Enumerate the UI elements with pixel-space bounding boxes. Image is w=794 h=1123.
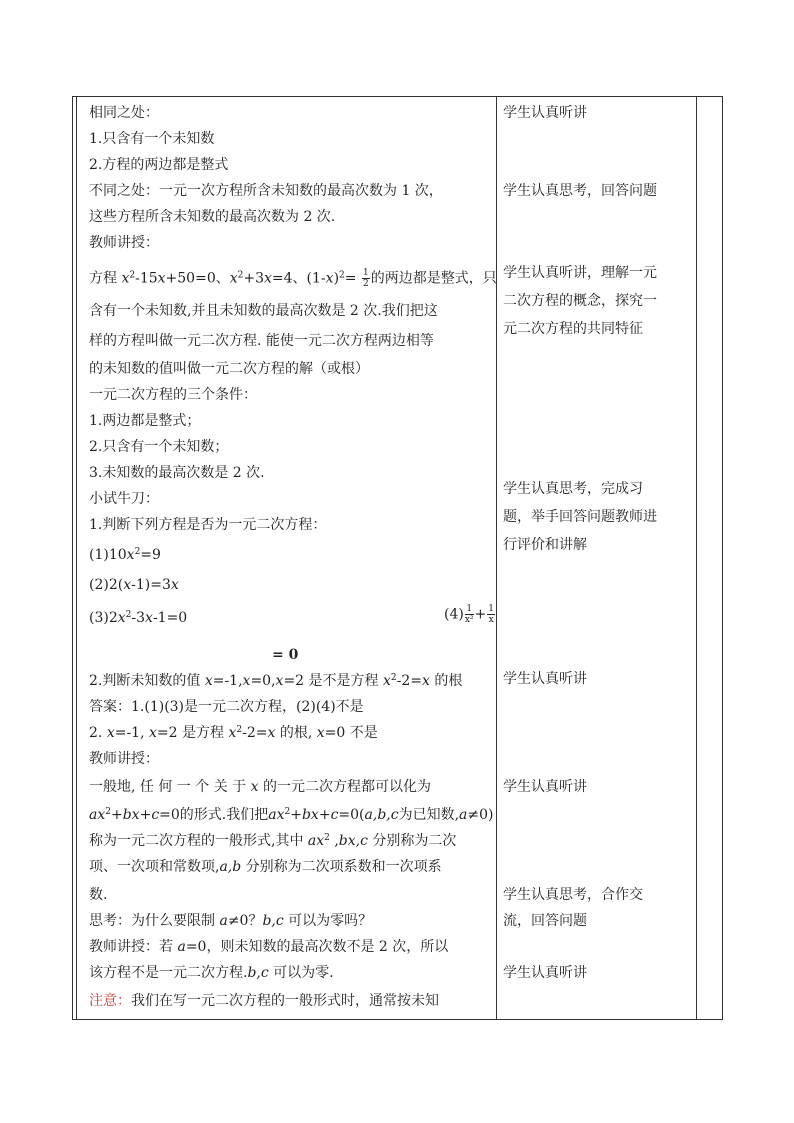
content-line: 教师讲授：若 a=0，则未知数的最高次数不是 2 次，所以 — [89, 939, 449, 955]
content-line: 项、一次项和常数项,a,b 分别称为二次项系数和一次项系 — [89, 859, 442, 875]
fraction-one-half: $\frac{1}{2}$ — [362, 268, 369, 289]
content-line: 2.判断未知数的值 x=-1,x=0,x=2 是不是方程 $x^2-2=x$ 的根 — [89, 673, 463, 689]
content-line: 的未知数的值叫做一元二次方程的解（或根） — [89, 361, 369, 377]
content-line: 称为一元二次方程的一般形式,其中 $ax^2$ ,bx,c 分别称为二次 — [89, 833, 457, 849]
lesson-table — [72, 96, 723, 1020]
content-line: 1.判断下列方程是否为一元二次方程： — [89, 517, 327, 533]
content-line: 教师讲授： — [89, 751, 159, 767]
content-line: 样的方程叫做一元二次方程. 能使一元二次方程两边相等 — [89, 333, 434, 349]
student-activity: 学生认真听讲 — [503, 105, 587, 121]
content-line-equations: 方程 $x^2-15x+50=0$、$x^2+3x=4$、$(1-x)^2=$ $\frac{1}{2}$ 的两边都是整式，只 — [89, 268, 497, 289]
content-line: 1.两边都是整式； — [89, 413, 201, 429]
student-activity: 学生认真听讲 — [503, 965, 587, 981]
content-line: 2.只含有一个未知数； — [89, 439, 229, 455]
content-line: $(3)2x^2-3x-1=0$ — [89, 610, 188, 626]
content-line: 不同之处：一元一次方程所含未知数的最高次数为 1 次， — [89, 183, 443, 199]
fraction-one-over-x: $\frac{1}{x}$ — [488, 604, 494, 625]
note-label: 注意 — [89, 993, 117, 1009]
content-line: 思考：为什么要限制 a≠0？b,c 可以为零吗？ — [89, 913, 373, 929]
content-line: 1.只含有一个未知数 — [89, 131, 215, 147]
content-line: 一般地, 任 何 一 个 关 于 x 的一元二次方程都可以化为 — [89, 779, 431, 795]
content-line: $(1)10x^2=9$ — [89, 547, 161, 563]
content-line: 3.未知数的最高次数是 2 次. — [89, 465, 265, 481]
student-activity: 学生认真听讲，理解一元 — [503, 265, 657, 281]
content-line: 小试牛刀： — [89, 491, 159, 507]
student-activity: 学生认真思考，合作交 — [503, 887, 643, 903]
content-line: 一元二次方程的三个条件： — [89, 387, 257, 403]
student-activity: 流，回答问题 — [503, 913, 587, 929]
table-divider-middle — [496, 96, 497, 1020]
content-line-equals-zero: = 0 — [272, 647, 299, 663]
student-activity: 学生认真思考，完成习 — [503, 481, 643, 497]
fraction-one-over-x-squared: $\frac{1}{\text{x²}}$ — [464, 604, 474, 625]
content-line: 相同之处： — [89, 105, 159, 121]
student-activity: 元二次方程的共同特征 — [503, 321, 643, 337]
content-line: 数. — [89, 887, 108, 903]
student-activity: 学生认真思考，回答问题 — [503, 183, 657, 199]
content-line: 这些方程所含未知数的最高次数为 2 次. — [89, 209, 336, 225]
student-activity: 学生认真听讲 — [503, 671, 587, 687]
content-line: 含有一个未知数,并且未知数的最高次数是 2 次.我们把这 — [89, 303, 438, 319]
table-frame — [72, 96, 723, 1020]
table-divider-left — [76, 96, 77, 1020]
student-activity: 学生认真听讲 — [503, 779, 587, 795]
content-line: 答案：1.(1)(3)是一元二次方程，(2)(4)不是 — [89, 699, 364, 715]
content-line-note: 注意：我们在写一元二次方程的一般形式时，通常按未知 — [89, 993, 439, 1009]
content-line: (2)2(x-1)=3x — [89, 577, 179, 593]
student-activity: 题，举手回答问题教师进 — [503, 509, 657, 525]
content-line: 2.方程的两边都是整式 — [89, 157, 229, 173]
student-activity: 行评价和讲解 — [503, 537, 587, 553]
content-line-fraction-equation: (4) $\frac{1}{\text{x²}}$ + $\frac{1}{x}$ — [444, 604, 494, 625]
table-divider-right — [696, 96, 697, 1020]
content-line: 2. x=-1, x=2 是方程 $x^2-2=x$ 的根, x=0 不是 — [89, 725, 378, 741]
content-line: 该方程不是一元二次方程.b,c 可以为零. — [89, 965, 334, 981]
student-activity: 二次方程的概念，探究一 — [503, 293, 657, 309]
content-line: $ax^2+bx+c=0$的形式.我们把$ax^2+bx+c=0(a,b,c$为已知数,a≠0) — [89, 807, 494, 823]
content-line: 教师讲授： — [89, 235, 159, 251]
